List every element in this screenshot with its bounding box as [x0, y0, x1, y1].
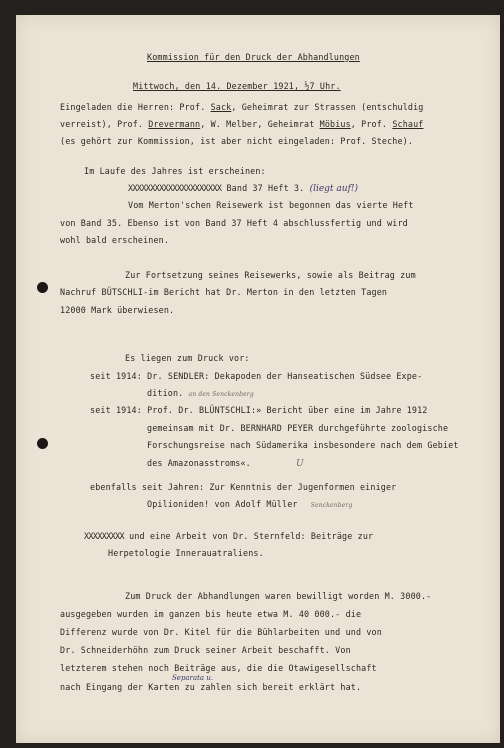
- strikeout: XXXXXXXXX: [84, 531, 124, 541]
- pencil-note: Senckenberg: [310, 502, 353, 509]
- body-line: Differenz wurde von Dr. Kitel für die Bühlarbeiten und und von: [60, 627, 382, 637]
- body-line: Herpetologie Innerauatraliens.: [108, 548, 264, 558]
- name-moebius: Möbius: [319, 119, 351, 129]
- body-line: [147, 499, 352, 511]
- body-line: [128, 183, 358, 194]
- body-line: Es liegen zum Druck vor:: [125, 353, 250, 363]
- punch-hole: [37, 282, 48, 293]
- meeting-date: Mittwoch, den 14. Dezember 1921, ½7 Uhr.: [133, 81, 341, 91]
- invited-line-2: [60, 119, 423, 129]
- pencil-note: an den Senckenberg: [188, 391, 254, 398]
- invited-line-3: (es gehört zur Kommission, ist aber nicht eingeladen: Prof. Steche).: [60, 136, 414, 146]
- body-line: [147, 388, 254, 400]
- invited-line-1: [60, 102, 423, 112]
- handwritten-insertion: Separata u.: [172, 674, 214, 682]
- body-line: Im Laufe des Jahres ist erscheinen:: [84, 166, 266, 176]
- text: Eingeladen die Herren: Prof.: [60, 102, 211, 112]
- body-line: Zum Druck der Abhandlungen waren bewilligt worden M. 3000.-: [125, 591, 432, 601]
- body-line: gemeinsam mit Dr. BERNHARD PEYER durchgeführte zoologische: [147, 423, 449, 433]
- body-line: [84, 531, 373, 541]
- body-line: letzterem stehen noch Beiträge aus, die die Otawigesellschaft: [60, 663, 377, 673]
- body-line: ausgegeben wurden im ganzen bis heute etwa M. 40 000.- die: [60, 609, 362, 619]
- body-line: nach Eingang der Karten zu zahlen sich bereit erklärt hat.: [60, 682, 362, 692]
- body-line: Forschungsreise nach Südamerika insbesondere nach dem Gebiet: [147, 440, 459, 450]
- text: und eine Arbeit von Dr. Sternfeld: Beiträge zur: [123, 531, 374, 541]
- text: , W. Melber, Geheimrat: [200, 119, 320, 129]
- body-line: Vom Merton'schen Reisewerk ist begonnen das vierte Heft: [128, 200, 414, 210]
- name-sack: Sack: [210, 102, 232, 112]
- text: dition.: [147, 388, 184, 398]
- body-line: ebenfalls seit Jahren: Zur Kenntnis der Jugenformen einiger: [90, 482, 397, 492]
- document-page: [16, 15, 500, 743]
- handwritten-note: (liegt auf!): [309, 184, 359, 194]
- body-line: von Band 35. Ebenso ist von Band 37 Heft 4 abschlussfertig und wird: [60, 218, 408, 228]
- text: Band 37 Heft 3.: [221, 183, 305, 193]
- body-line: 12000 Mark überwiesen.: [60, 305, 175, 315]
- text: , Geheimrat zur Strassen (entschuldig: [231, 102, 424, 112]
- name-drevermann: Drevermann: [148, 119, 201, 129]
- body-line: wohl bald erscheinen.: [60, 235, 170, 245]
- body-line: [147, 458, 304, 469]
- pencil-note: U: [296, 459, 304, 469]
- punch-hole: [37, 438, 48, 449]
- text: Opilioniden! von Adolf Müller: [147, 499, 298, 509]
- document-title: Kommission für den Druck der Abhandlungen: [147, 52, 360, 62]
- name-schauf: Schauf: [392, 119, 424, 129]
- body-line: Dr. Schneiderhöhn zum Druck seiner Arbeit beschafft. Von: [60, 645, 351, 655]
- body-line: Nachruf BÜTSCHLI-im Bericht hat Dr. Merton in den letzten Tagen: [60, 287, 388, 297]
- body-line: seit 1914: Prof. Dr. BLÜNTSCHLI:» Bericht über eine im Jahre 1912: [90, 405, 428, 415]
- text: verreist), Prof.: [60, 119, 149, 129]
- text: des Amazonasstroms«.: [147, 458, 251, 468]
- body-line: Zur Fortsetzung seines Reisewerks, sowie als Beitrag zum: [125, 270, 416, 280]
- body-line: seit 1914: Dr. SENDLER: Dekapoden der Hanseatischen Südsee Expe-: [90, 371, 423, 381]
- text: , Prof.: [350, 119, 393, 129]
- strikeout: XXXXXXXXXXXXXXXXXXXXX: [128, 183, 222, 193]
